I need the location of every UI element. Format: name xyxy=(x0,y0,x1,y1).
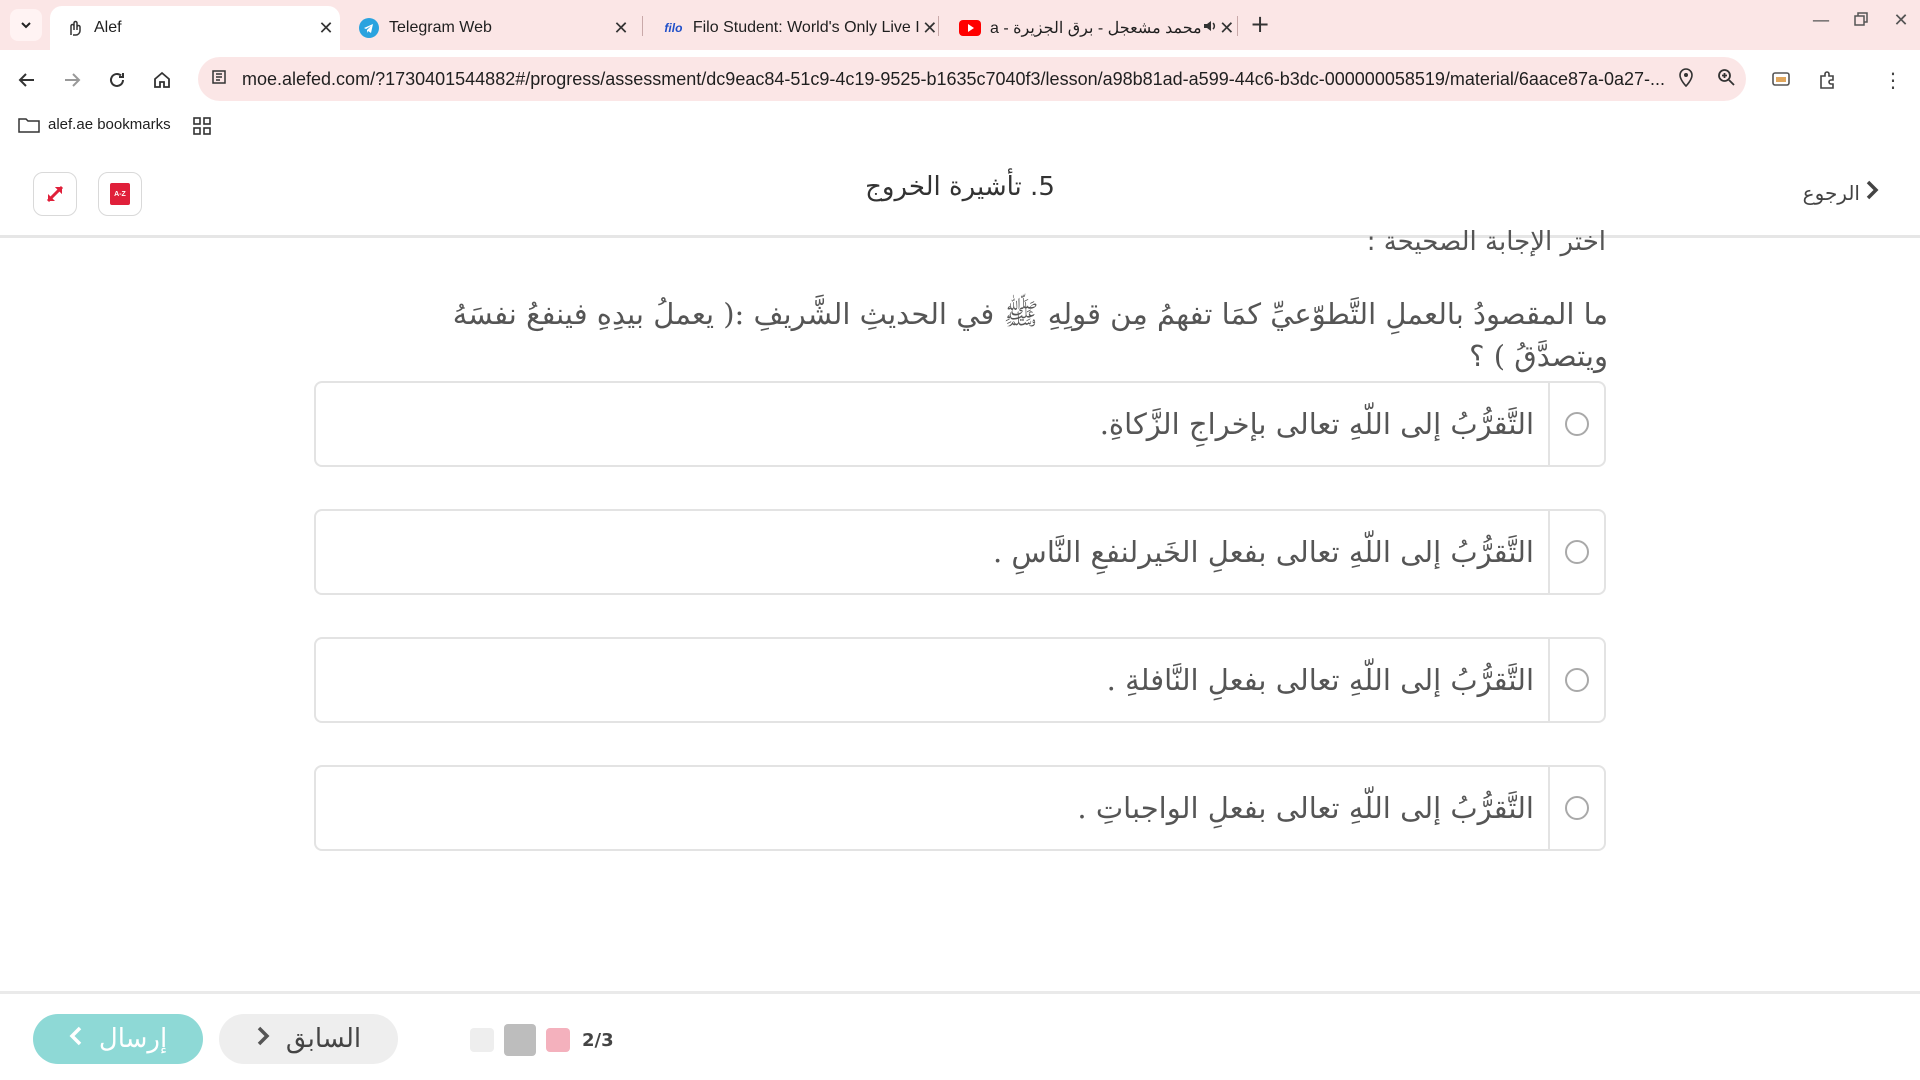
radio-button[interactable] xyxy=(1565,796,1589,820)
restore-icon[interactable] xyxy=(1846,10,1876,31)
tab-telegram[interactable] xyxy=(345,6,635,50)
tab-youtube[interactable] xyxy=(946,6,1236,50)
question-panel xyxy=(0,227,1920,991)
close-window-icon[interactable]: ✕ xyxy=(1893,10,1909,31)
dictionary-icon-label: A-Z xyxy=(114,190,126,198)
chevron-down-icon xyxy=(19,18,33,32)
fullscreen-button[interactable] xyxy=(33,172,77,216)
previous-label: السابق xyxy=(285,1024,362,1054)
question-instruction: اختر الإجابة الصحيحة : xyxy=(1366,227,1606,257)
tab-title: محمد مشعجل - برق الجزيرة - a xyxy=(990,20,1202,37)
telegram-icon xyxy=(359,18,379,38)
cast-icon[interactable] xyxy=(1766,65,1796,95)
tab-title: Telegram Web xyxy=(389,19,492,36)
answer-option-4[interactable] xyxy=(314,765,1606,851)
answer-option-3[interactable] xyxy=(314,637,1606,723)
close-icon[interactable]: ✕ xyxy=(922,17,938,38)
assessment-footer xyxy=(0,991,1920,1080)
forward-arrow-icon[interactable] xyxy=(57,65,87,95)
kebab-menu-icon[interactable]: ⋮ xyxy=(1883,68,1903,92)
speaker-icon[interactable] xyxy=(1202,18,1218,39)
option-radio-cell[interactable] xyxy=(1548,511,1604,593)
back-label: الرجوع xyxy=(1802,181,1860,205)
tab-search-button[interactable] xyxy=(10,9,42,41)
chevron-right-icon xyxy=(256,1024,270,1054)
bookmarks-bar xyxy=(0,108,1920,150)
radio-button[interactable] xyxy=(1565,540,1589,564)
lesson-header xyxy=(0,150,1920,238)
youtube-icon xyxy=(960,18,980,38)
extensions-icon[interactable] xyxy=(1812,65,1842,95)
hand-icon xyxy=(64,18,84,38)
bookmark-label: alef.ae bookmarks xyxy=(48,116,171,133)
reload-icon[interactable] xyxy=(102,65,132,95)
close-icon[interactable]: ✕ xyxy=(1219,17,1235,38)
progress-dot[interactable] xyxy=(470,1028,494,1052)
location-pin-icon[interactable] xyxy=(1666,67,1706,92)
option-text: التَّقرُّبُ إلى اللّهِ تعالى بفعلِ الواجباتِ . xyxy=(1077,791,1534,825)
home-icon[interactable] xyxy=(147,65,177,95)
bookmark-folder[interactable] xyxy=(18,116,171,133)
progress-dot[interactable] xyxy=(546,1028,570,1052)
answer-option-2[interactable] xyxy=(314,509,1606,595)
chevron-left-icon xyxy=(69,1024,83,1054)
minimize-icon[interactable]: — xyxy=(1812,10,1830,31)
page-title: 5. تأشيرة الخروج xyxy=(865,172,1055,202)
close-icon[interactable]: ✕ xyxy=(613,17,629,38)
close-icon[interactable]: ✕ xyxy=(318,17,334,38)
option-text: التَّقرُّبُ إلى اللّهِ تعالى بإخراجِ الزَّكاةِ. xyxy=(1099,407,1534,441)
option-text: التَّقرُّبُ إلى اللّهِ تعالى بفعلِ الخَيرلنفعِ النَّاسِ . xyxy=(992,535,1534,569)
tab-separator xyxy=(1237,16,1238,36)
dictionary-button[interactable] xyxy=(98,172,142,216)
back-button[interactable] xyxy=(1803,178,1880,208)
radio-button[interactable] xyxy=(1565,412,1589,436)
zoom-icon[interactable] xyxy=(1706,68,1746,91)
question-progress xyxy=(470,1024,614,1056)
address-bar[interactable] xyxy=(198,57,1746,101)
submit-label: إرسال xyxy=(98,1024,168,1054)
option-radio-cell[interactable] xyxy=(1548,383,1604,465)
filo-icon: filo xyxy=(664,21,683,35)
progress-counter: 2/3 xyxy=(582,1029,614,1051)
dictionary-icon xyxy=(110,183,130,205)
tab-separator xyxy=(642,16,643,36)
expand-arrows-icon xyxy=(44,183,66,205)
tab-filo[interactable] xyxy=(650,6,940,50)
radio-button[interactable] xyxy=(1565,668,1589,692)
apps-grid-icon[interactable] xyxy=(192,116,212,136)
question-text: ما المقصودُ بالعملِ التَّطوّعيِّ كمَا تفهمُ مِن قولِهِ ﷺ في الحديثِ الشَّريفِ :( يعملُ بيدِهِ فينفعُ نفسَهُ ويتصدَّقُ ) ؟ xyxy=(452,297,1608,373)
url-text[interactable]: moe.alefed.com/?1730401544882#/progress/assessment/dc9eac84-51c9-4c19-9525-b1635c7040f3/lesson/a98b81ad-a599-44c6-b3dc-000000058519/material/6aace87a-0a27-... xyxy=(242,68,1666,89)
option-text: التَّقرُّبُ إلى اللّهِ تعالى بفعلِ النَّافلةِ . xyxy=(1106,663,1534,697)
tab-alef[interactable] xyxy=(50,6,340,50)
tab-title: Alef xyxy=(94,19,122,36)
previous-button[interactable] xyxy=(219,1014,398,1064)
tab-title: Filo Student: World's Only Live I xyxy=(692,19,920,36)
folder-icon xyxy=(18,117,40,133)
progress-dot-current[interactable] xyxy=(504,1024,536,1056)
chevron-right-icon xyxy=(1864,178,1880,208)
new-tab-plus-icon[interactable]: + xyxy=(1249,10,1271,38)
site-info-icon[interactable] xyxy=(208,69,230,89)
tab-separator xyxy=(938,16,939,36)
option-radio-cell[interactable] xyxy=(1548,639,1604,721)
browser-tab-strip xyxy=(0,0,1920,50)
back-arrow-icon[interactable] xyxy=(12,65,42,95)
option-radio-cell[interactable] xyxy=(1548,767,1604,849)
browser-toolbar xyxy=(0,50,1920,108)
submit-button[interactable] xyxy=(33,1014,203,1064)
answer-option-1[interactable] xyxy=(314,381,1606,467)
